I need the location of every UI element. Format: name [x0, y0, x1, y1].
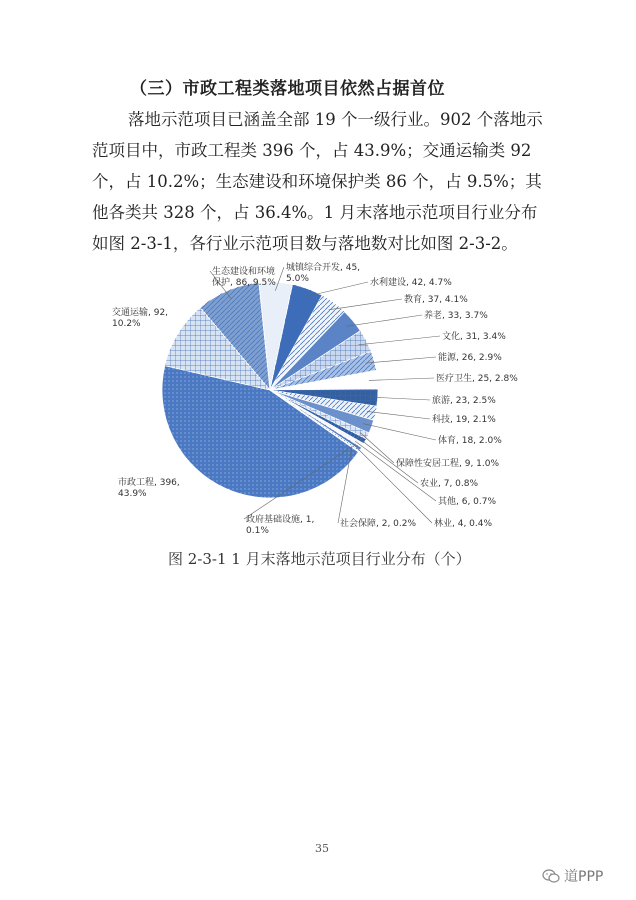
slice-文化-leader	[358, 336, 440, 345]
slice-社会保障-label: 社会保障, 2, 0.2%	[340, 519, 417, 529]
slice-城镇综合开发-label: 城镇综合开发, 45, 5.0%	[286, 263, 361, 284]
slice-医疗卫生-leader	[369, 378, 434, 380]
slice-水利建设-label: 水利建设, 42, 4.7%	[370, 278, 452, 288]
wechat-logo-icon	[542, 869, 560, 883]
body-paragraph	[92, 104, 554, 259]
slice-教育-label: 教育, 37, 4.1%	[404, 295, 468, 305]
slice-科技-label: 科技, 19, 2.1%	[432, 415, 496, 425]
section-heading: （三）市政工程类落地项目依然占据首位	[130, 79, 445, 99]
slice-水利建设-leader	[305, 282, 368, 297]
slice-保障性安居工程-label: 保障性安居工程, 9, 1.0%	[396, 459, 500, 469]
slice-市政工程-label: 市政工程, 396, 43.9%	[118, 478, 180, 499]
slice-体育-label: 体育, 18, 2.0%	[438, 436, 502, 446]
slice-政府基础设施-label: 政府基础设施, 1, 0.1%	[246, 515, 315, 536]
slice-其他-leader	[355, 441, 436, 501]
paragraph-line: 如图 2-3-1，各行业示范项目数与落地数对比如图 2-3-2。	[92, 234, 518, 253]
slice-保障性安居工程-leader	[360, 432, 394, 463]
paragraph-line: 落地示范项目已涵盖全部 19 个一级行业。902 个落地示	[128, 110, 543, 129]
figure-caption: 图 2-3-1 1 月末落地示范项目行业分布（个）	[168, 550, 471, 568]
watermark	[542, 866, 603, 886]
slice-体育-leader	[363, 424, 436, 440]
page-number: 35	[315, 842, 329, 855]
slice-生态建设和环境保护-label: 生态建设和环境保护, 86, 9.5%	[212, 267, 276, 288]
slice-林业-label: 林业, 4, 0.4%	[434, 519, 493, 529]
slice-科技-leader	[367, 411, 430, 419]
slice-交通运输-label: 交通运输, 92, 10.2%	[112, 308, 169, 329]
slice-旅游-label: 旅游, 23, 2.5%	[432, 396, 496, 406]
slice-能源-label: 能源, 26, 2.9%	[438, 353, 502, 363]
slice-其他-label: 其他, 6, 0.7%	[438, 497, 497, 507]
slice-医疗卫生-label: 医疗卫生, 25, 2.8%	[436, 374, 518, 384]
slice-旅游-leader	[369, 397, 430, 400]
industry-pie-chart	[0, 260, 636, 545]
slice-养老-leader	[346, 315, 422, 326]
slice-教育-leader	[329, 299, 402, 310]
watermark-text: 道PPP	[564, 869, 604, 885]
slice-养老-label: 养老, 33, 3.7%	[424, 311, 488, 321]
slice-文化-label: 文化, 31, 3.4%	[442, 332, 506, 342]
slice-能源-leader	[366, 357, 436, 363]
paragraph-line: 他各类共 328 个，占 36.4%。1 月末落地示范项目行业分布	[92, 203, 538, 222]
paragraph-line: 范项目中，市政工程类 396 个，占 43.9%；交通运输类 92	[92, 141, 532, 160]
slice-农业-label: 农业, 7, 0.8%	[420, 479, 479, 489]
paragraph-line: 个，占 10.2%；生态建设和环境保护类 86 个，占 9.5%；其	[92, 172, 542, 191]
